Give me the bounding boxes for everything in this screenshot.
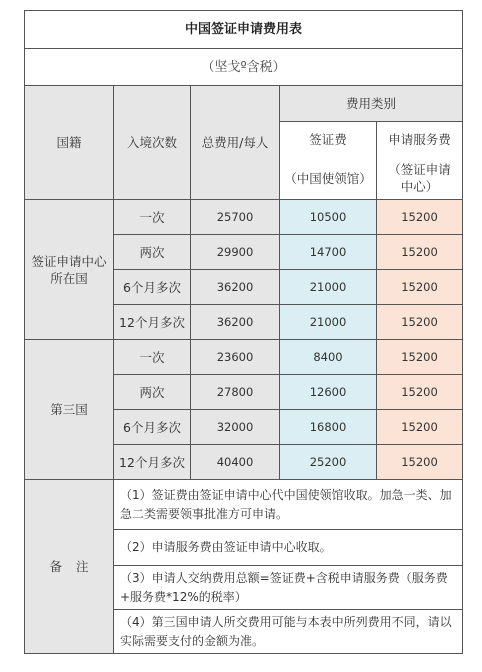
table-subtitle: （坚戈º含税） — [25, 49, 463, 86]
total-cell: 27800 — [191, 375, 280, 410]
service-fee-cell: 15200 — [377, 410, 463, 445]
total-cell: 29900 — [191, 235, 280, 270]
entries-cell: 6个月多次 — [114, 270, 191, 305]
entries-cell: 两次 — [114, 375, 191, 410]
header-service-fee: 申请服务费 — [377, 122, 463, 158]
visa-fee-cell: 25200 — [280, 445, 377, 480]
header-visa-fee-note: （中国使领馆） — [280, 158, 377, 200]
service-fee-cell: 15200 — [377, 270, 463, 305]
entries-cell: 一次 — [114, 200, 191, 235]
header-nationality: 国籍 — [25, 86, 114, 200]
entries-cell: 一次 — [114, 340, 191, 375]
note-3: （3）申请人交纳费用总额=签证费+含税申请服务费（服务费+服务费*12%的税率） — [114, 566, 463, 610]
total-cell: 36200 — [191, 270, 280, 305]
header-category: 费用类别 — [280, 86, 463, 122]
note-2: （2）申请服务费由签证申请中心收取。 — [114, 530, 463, 566]
service-fee-cell: 15200 — [377, 340, 463, 375]
visa-fee-table — [24, 10, 463, 654]
header-total: 总费用/每人 — [191, 86, 280, 200]
notes-label: 备注 — [25, 480, 114, 654]
service-fee-cell: 15200 — [377, 375, 463, 410]
service-fee-cell: 15200 — [377, 235, 463, 270]
header-entries: 入境次数 — [114, 86, 191, 200]
visa-fee-cell: 21000 — [280, 305, 377, 340]
group-label: 签证申请中心所在国 — [25, 200, 114, 340]
entries-cell: 12个月多次 — [114, 445, 191, 480]
total-cell: 32000 — [191, 410, 280, 445]
total-cell: 36200 — [191, 305, 280, 340]
visa-fee-cell: 10500 — [280, 200, 377, 235]
table-title: 中国签证申请费用表 — [25, 11, 463, 49]
total-cell: 23600 — [191, 340, 280, 375]
table-row — [25, 340, 463, 375]
visa-fee-cell: 21000 — [280, 270, 377, 305]
entries-cell: 6个月多次 — [114, 410, 191, 445]
service-fee-cell: 15200 — [377, 445, 463, 480]
visa-fee-cell: 16800 — [280, 410, 377, 445]
visa-fee-cell: 8400 — [280, 340, 377, 375]
total-cell: 40400 — [191, 445, 280, 480]
visa-fee-cell: 12600 — [280, 375, 377, 410]
service-fee-cell: 15200 — [377, 305, 463, 340]
group-label: 第三国 — [25, 340, 114, 480]
entries-cell: 12个月多次 — [114, 305, 191, 340]
note-1: （1）签证费由签证申请中心代中国使领馆收取。加急一类、加急二类需要领事批准方可申请。 — [114, 480, 463, 530]
visa-fee-cell: 14700 — [280, 235, 377, 270]
total-cell: 25700 — [191, 200, 280, 235]
header-service-fee-note: （签证申请中心） — [377, 158, 463, 200]
note-4: （4）第三国申请人所交费用可能与本表中所列费用不同，请以实际需要支付的金额为准。 — [114, 610, 463, 654]
header-visa-fee: 签证费 — [280, 122, 377, 158]
table-row — [25, 200, 463, 235]
service-fee-cell: 15200 — [377, 200, 463, 235]
entries-cell: 两次 — [114, 235, 191, 270]
